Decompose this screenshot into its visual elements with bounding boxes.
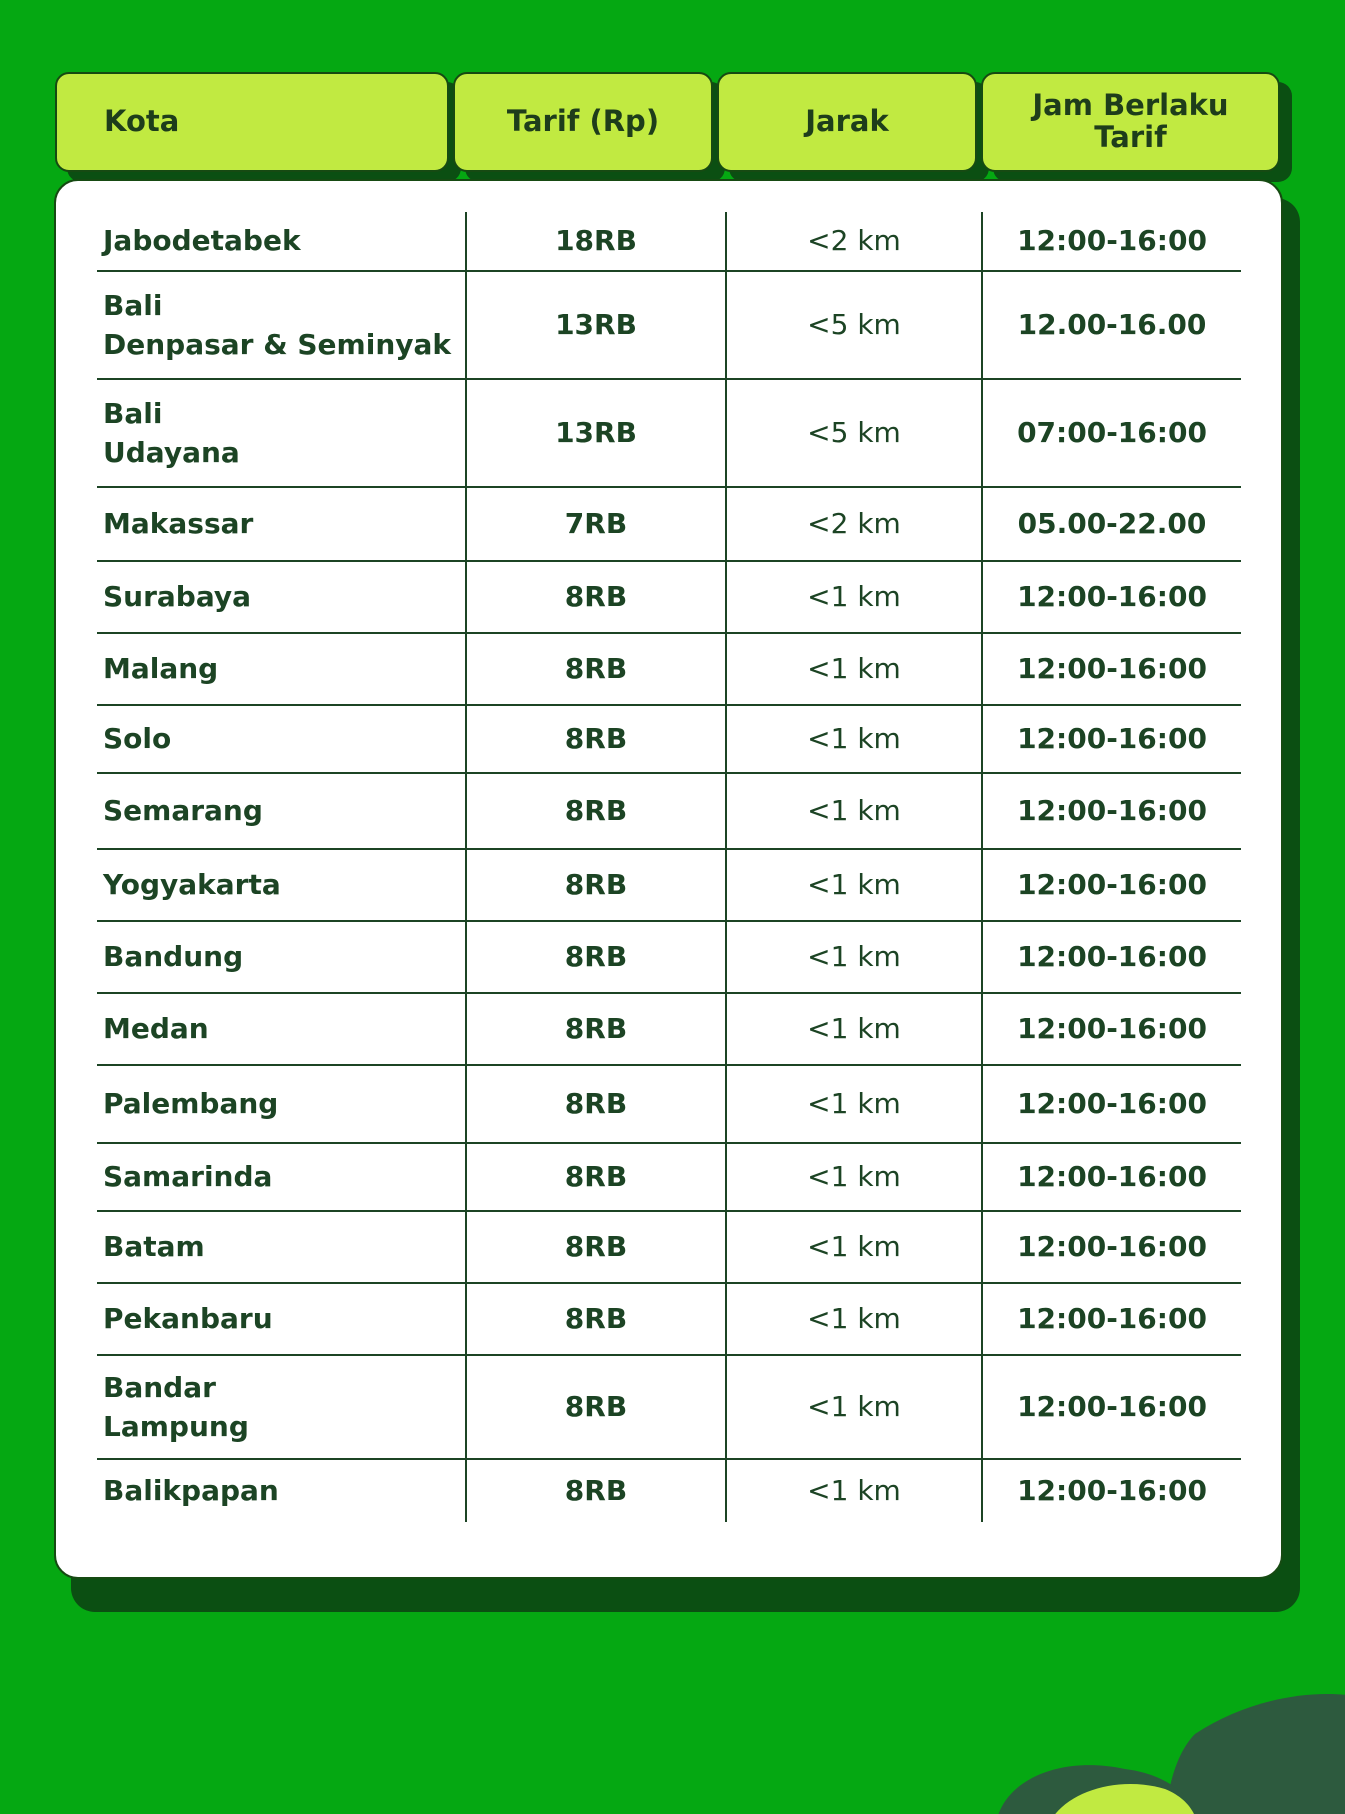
hours-cell-text: 12:00-16:00	[1017, 1160, 1207, 1194]
fare-cell-text: 8RB	[564, 652, 628, 686]
distance-cell	[727, 994, 983, 1064]
city-cell-text: Samarinda	[103, 1160, 273, 1194]
hours-cell	[983, 850, 1241, 920]
table-row	[97, 1066, 1241, 1144]
hours-cell	[983, 634, 1241, 704]
city-cell-text: Malang	[103, 652, 219, 686]
hours-cell-text: 12:00-16:00	[1017, 1230, 1207, 1264]
hours-cell	[983, 1144, 1241, 1210]
table-row	[97, 774, 1241, 850]
hours-cell	[983, 1066, 1241, 1142]
distance-cell-text: <1 km	[807, 1087, 901, 1121]
city-cell-text: Bali Denpasar & Seminyak	[103, 288, 452, 361]
hours-cell-text: 12:00-16:00	[1017, 1012, 1207, 1046]
table-row	[97, 562, 1241, 634]
city-cell	[97, 1460, 467, 1522]
fare-cell-text: 8RB	[564, 1160, 628, 1194]
fare-cell	[467, 488, 727, 560]
city-cell-text: Palembang	[103, 1087, 279, 1121]
distance-cell-text: <1 km	[807, 1474, 901, 1508]
city-cell	[97, 994, 467, 1064]
fare-cell	[467, 562, 727, 632]
table-row	[97, 634, 1241, 706]
table-header	[55, 72, 1280, 172]
table-row	[97, 1284, 1241, 1356]
fare-cell-text: 8RB	[564, 1087, 628, 1121]
fare-cell	[467, 272, 727, 378]
hours-cell	[983, 774, 1241, 848]
distance-cell	[727, 380, 983, 486]
fare-cell	[467, 706, 727, 772]
hours-cell	[983, 994, 1241, 1064]
hours-cell-text: 12:00-16:00	[1017, 868, 1207, 902]
fare-cell-text: 8RB	[564, 1012, 628, 1046]
hours-cell	[983, 1284, 1241, 1354]
fare-cell-text: 13RB	[555, 308, 637, 342]
city-cell	[97, 1356, 467, 1458]
table-row	[97, 488, 1241, 562]
city-cell	[97, 850, 467, 920]
city-cell	[97, 1066, 467, 1142]
fare-cell-text: 8RB	[564, 1390, 628, 1424]
city-cell	[97, 922, 467, 992]
city-cell	[97, 488, 467, 560]
table-row	[97, 994, 1241, 1066]
city-cell	[97, 634, 467, 704]
hours-cell-text: 12:00-16:00	[1017, 580, 1207, 614]
fare-cell-text: 8RB	[564, 1302, 628, 1336]
fare-cell	[467, 1066, 727, 1142]
distance-cell	[727, 1356, 983, 1458]
header-city: Kota	[55, 72, 449, 172]
table-row	[97, 706, 1241, 774]
hours-cell	[983, 562, 1241, 632]
city-cell-text: Makassar	[103, 507, 254, 541]
hours-cell	[983, 1212, 1241, 1282]
distance-cell-text: <1 km	[807, 652, 901, 686]
hours-cell-text: 12:00-16:00	[1017, 1474, 1207, 1508]
fare-cell	[467, 994, 727, 1064]
city-cell-text: Solo	[103, 722, 172, 756]
table-row	[97, 272, 1241, 380]
distance-cell	[727, 1284, 983, 1354]
fare-cell	[467, 380, 727, 486]
city-cell-text: Medan	[103, 1012, 209, 1046]
hours-cell	[983, 1356, 1241, 1458]
hours-cell-text: 05.00-22.00	[1017, 507, 1207, 541]
hours-cell-text: 12:00-16:00	[1017, 722, 1207, 756]
city-cell-text: Yogyakarta	[103, 868, 281, 902]
fare-cell-text: 8RB	[564, 940, 628, 974]
hours-cell	[983, 212, 1241, 270]
header-distance: Jarak	[717, 72, 977, 172]
fare-cell	[467, 1144, 727, 1210]
fare-cell-text: 8RB	[564, 1230, 628, 1264]
city-cell	[97, 380, 467, 486]
city-cell	[97, 1144, 467, 1210]
distance-cell	[727, 562, 983, 632]
distance-cell-text: <1 km	[807, 1012, 901, 1046]
fare-cell	[467, 850, 727, 920]
fare-cell	[467, 1284, 727, 1354]
fare-cell	[467, 1212, 727, 1282]
city-cell-text: Balikpapan	[103, 1474, 279, 1508]
distance-cell-text: <1 km	[807, 1230, 901, 1264]
fare-cell	[467, 1356, 727, 1458]
leaf-decoration-icon	[935, 1674, 1345, 1814]
table-row	[97, 212, 1241, 272]
city-cell-text: Bali Udayana	[103, 396, 240, 469]
city-cell	[97, 212, 467, 270]
city-cell	[97, 272, 467, 378]
distance-cell-text: <1 km	[807, 1160, 901, 1194]
header-hours: Jam Berlaku Tarif	[981, 72, 1280, 172]
fare-cell-text: 13RB	[555, 416, 637, 450]
fare-cell-text: 18RB	[555, 224, 637, 258]
city-cell-text: Bandung	[103, 940, 244, 974]
hours-cell-text: 12:00-16:00	[1017, 940, 1207, 974]
hours-cell-text: 12:00-16:00	[1017, 652, 1207, 686]
table-row	[97, 1144, 1241, 1212]
distance-cell	[727, 634, 983, 704]
city-cell	[97, 1212, 467, 1282]
city-cell-text: Semarang	[103, 794, 263, 828]
city-cell	[97, 1284, 467, 1354]
distance-cell-text: <1 km	[807, 580, 901, 614]
hours-cell-text: 12:00-16:00	[1017, 1390, 1207, 1424]
fare-cell-text: 7RB	[564, 507, 628, 541]
fare-cell	[467, 922, 727, 992]
city-cell	[97, 706, 467, 772]
distance-cell-text: <1 km	[807, 794, 901, 828]
distance-cell-text: <1 km	[807, 1302, 901, 1336]
distance-cell-text: <5 km	[807, 416, 901, 450]
distance-cell	[727, 488, 983, 560]
header-fare: Tarif (Rp)	[453, 72, 713, 172]
table-row	[97, 1460, 1241, 1522]
hours-cell-text: 12:00-16:00	[1017, 224, 1207, 258]
city-cell	[97, 774, 467, 848]
distance-cell	[727, 774, 983, 848]
fare-cell-text: 8RB	[564, 1474, 628, 1508]
table-row	[97, 380, 1241, 488]
distance-cell	[727, 706, 983, 772]
distance-cell	[727, 272, 983, 378]
distance-cell-text: <2 km	[807, 507, 901, 541]
fare-cell	[467, 1460, 727, 1522]
distance-cell	[727, 850, 983, 920]
fare-table	[97, 212, 1241, 1522]
hours-cell-text: 12.00-16.00	[1017, 308, 1207, 342]
distance-cell-text: <1 km	[807, 722, 901, 756]
distance-cell-text: <1 km	[807, 1390, 901, 1424]
city-cell-text: Jabodetabek	[103, 224, 301, 258]
distance-cell-text: <5 km	[807, 308, 901, 342]
table-row	[97, 1356, 1241, 1460]
hours-cell	[983, 380, 1241, 486]
distance-cell	[727, 1066, 983, 1142]
hours-cell-text: 12:00-16:00	[1017, 1302, 1207, 1336]
hours-cell	[983, 922, 1241, 992]
table-row	[97, 850, 1241, 922]
hours-cell	[983, 706, 1241, 772]
fare-cell	[467, 774, 727, 848]
distance-cell	[727, 922, 983, 992]
hours-cell	[983, 1460, 1241, 1522]
table-row	[97, 922, 1241, 994]
fare-cell-text: 8RB	[564, 868, 628, 902]
city-cell-text: Pekanbaru	[103, 1302, 273, 1336]
distance-cell	[727, 1212, 983, 1282]
hours-cell	[983, 488, 1241, 560]
city-cell-text: Batam	[103, 1230, 205, 1264]
fare-cell	[467, 212, 727, 270]
city-cell	[97, 562, 467, 632]
distance-cell	[727, 1460, 983, 1522]
distance-cell-text: <1 km	[807, 940, 901, 974]
fare-cell-text: 8RB	[564, 580, 628, 614]
table-row	[97, 1212, 1241, 1284]
distance-cell-text: <2 km	[807, 224, 901, 258]
distance-cell-text: <1 km	[807, 868, 901, 902]
fare-cell	[467, 634, 727, 704]
hours-cell-text: 12:00-16:00	[1017, 794, 1207, 828]
fare-cell-text: 8RB	[564, 722, 628, 756]
hours-cell	[983, 272, 1241, 378]
city-cell-text: Surabaya	[103, 580, 252, 614]
hours-cell-text: 12:00-16:00	[1017, 1087, 1207, 1121]
distance-cell	[727, 1144, 983, 1210]
distance-cell	[727, 212, 983, 270]
city-cell-text: Bandar Lampung	[103, 1370, 249, 1443]
hours-cell-text: 07:00-16:00	[1017, 416, 1207, 450]
fare-cell-text: 8RB	[564, 794, 628, 828]
